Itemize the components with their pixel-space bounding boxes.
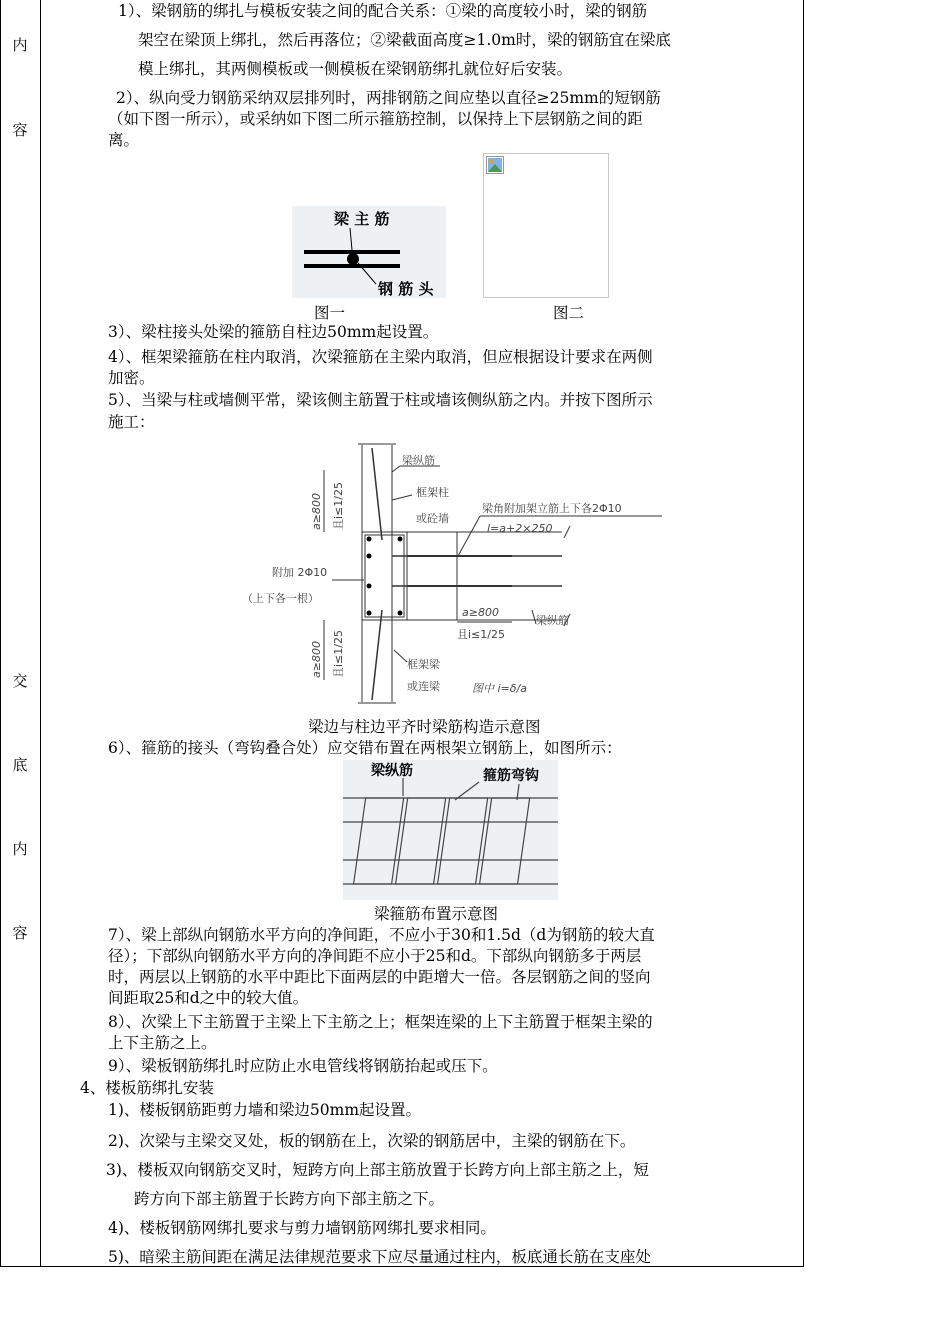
label-note: 图中 i=δ/a: [472, 682, 527, 695]
text-line: 模上绑扎，其两侧模板或一侧模板在梁钢筋绑扎就位好后安装。: [138, 60, 573, 78]
section-heading: 4、楼板筋绑扎安装: [80, 1079, 214, 1097]
text-line: 间距取25和d之中的较大值。: [108, 989, 309, 1007]
text-line: 时，两层以上钢筋的水平中距比下面两层的中距增大一倍。各层钢筋之间的竖向: [108, 968, 651, 986]
side-label-char: 底: [12, 756, 28, 774]
side-label-char: 容: [12, 121, 28, 139]
label-a-bottom: a≥800: [310, 641, 323, 678]
text-line: 4)、楼板钢筋网绑扎要求与剪力墙钢筋网绑扎要求相同。: [108, 1219, 496, 1237]
fig3-caption: 梁边与柱边平齐时梁筋构造示意图: [308, 718, 541, 736]
fig4-caption: 梁箍筋布置示意图: [374, 905, 499, 923]
text-line: 施工：: [108, 413, 155, 431]
label-additional: 附加 2Φ10: [272, 566, 328, 579]
text-line: 1）、梁钢筋的绑扎与模板安装之间的配合关系：①梁的高度较小时，梁的钢筋: [118, 2, 648, 20]
label-additional-note: （上下各一根）: [242, 592, 319, 605]
label-i-bottom: 且i≤1/25: [332, 630, 345, 678]
text-line: 2）、纵向受力钢筋采纳双层排列时，两排钢筋之间应垫以直径≥25mm的短钢筋: [116, 89, 661, 107]
label-a-top: a≥800: [310, 493, 323, 530]
fig1-caption: 图一: [314, 304, 346, 322]
side-label-char: 内: [12, 36, 28, 54]
text-line: （如下图一所示），或采纳如下图二所示箍筋控制，以保持上下层钢筋之间的距: [108, 110, 643, 128]
label-long-bar: 梁纵筋: [402, 454, 435, 467]
fig4-hook-label: 箍筋弯钩: [483, 768, 539, 784]
text-line: 9）、梁板钢筋绑扎时应防止水电管线将钢筋抬起或压下。: [108, 1057, 498, 1075]
label-a-mid: a≥800: [462, 606, 499, 619]
figure-stirrup-control: [483, 153, 609, 298]
broken-image-icon: [486, 156, 504, 174]
text-line: 跨方向下部主筋置于长跨方向下部主筋之下。: [134, 1190, 445, 1208]
text-line: 3)、楼板双向钢筋交叉时，短跨方向上部主筋放置于长跨方向上部主筋之上，短: [106, 1161, 649, 1179]
label-formula: l=a+2×250: [487, 522, 553, 535]
text-line: 4）、框架梁箍筋在柱内取消，次梁箍筋在主梁内取消，但应根据设计要求在两侧: [108, 348, 653, 366]
fig2-caption: 图二: [553, 304, 585, 322]
text-line: 1)、楼板钢筋距剪力墙和梁边50mm起设置。: [108, 1101, 422, 1119]
label-i-top: 且i≤1/25: [332, 482, 345, 530]
label-column: 框架柱: [416, 486, 449, 499]
text-line: 5)、暗梁主筋间距在满足法律规范要求下应尽量通过柱内，板底通长筋在支座处: [108, 1248, 651, 1266]
text-line: 2)、次梁与主梁交叉处，板的钢筋在上，次梁的钢筋居中，主梁的钢筋在下。: [108, 1132, 636, 1150]
table-column-divider: [40, 0, 41, 1267]
text-line: 3）、梁柱接头处梁的箍筋自柱边50mm起设置。: [108, 323, 439, 341]
label-coupling-beam: 或连梁: [407, 680, 440, 693]
side-label-char: 交: [12, 672, 28, 690]
label-frame-beam: 框架梁: [407, 658, 440, 671]
text-line: 架空在梁顶上绑扎，然后再落位；②梁截面高度≥1.0m时，梁的钢筋宜在梁底: [138, 31, 671, 49]
label-wall: 或砼墙: [416, 512, 449, 525]
label-i-mid: 且i≤1/25: [457, 628, 505, 641]
table-left-border: [0, 0, 1, 1267]
fig4-bar-label: 梁纵筋: [371, 763, 413, 779]
figure-stirrup-layout: [343, 760, 558, 900]
text-line: 8）、次梁上下主筋置于主梁上下主筋之上；框架连梁的上下主筋置于框架主梁的: [108, 1013, 653, 1031]
side-label-char: 容: [12, 924, 28, 942]
text-line: 径）；下部纵向钢筋水平方向的净间距不应小于25和d。下部纵向钢筋多于两层: [108, 947, 642, 965]
fig1-top-label: 梁 主 筋: [334, 210, 390, 228]
label-corner-bars: 梁角附加架立筋上下各2Φ10: [482, 502, 622, 515]
text-line: 5）、当梁与柱或墙侧平常，梁该侧主筋置于柱或墙该侧纵筋之内。并按下图所示: [108, 391, 653, 409]
label-long-bar-2: 梁纵筋: [536, 614, 569, 627]
text-line: 加密。: [108, 369, 155, 387]
text-line: 离。: [108, 131, 140, 149]
figure-rebar-spacer: [292, 206, 446, 298]
figure-beam-column-detail: [232, 440, 672, 710]
text-line: 7）、梁上部纵向钢筋水平方向的净间距，不应小于30和1.5d（d为钢筋的较大直: [108, 926, 655, 944]
side-label-char: 内: [12, 840, 28, 858]
text-line: 6）、箍筋的接头（弯钩叠合处）应交错布置在两根架立钢筋上，如图所示：: [108, 739, 622, 757]
fig1-bottom-label: 钢 筋 头: [378, 280, 434, 298]
text-line: 上下主筋之上。: [108, 1034, 217, 1052]
